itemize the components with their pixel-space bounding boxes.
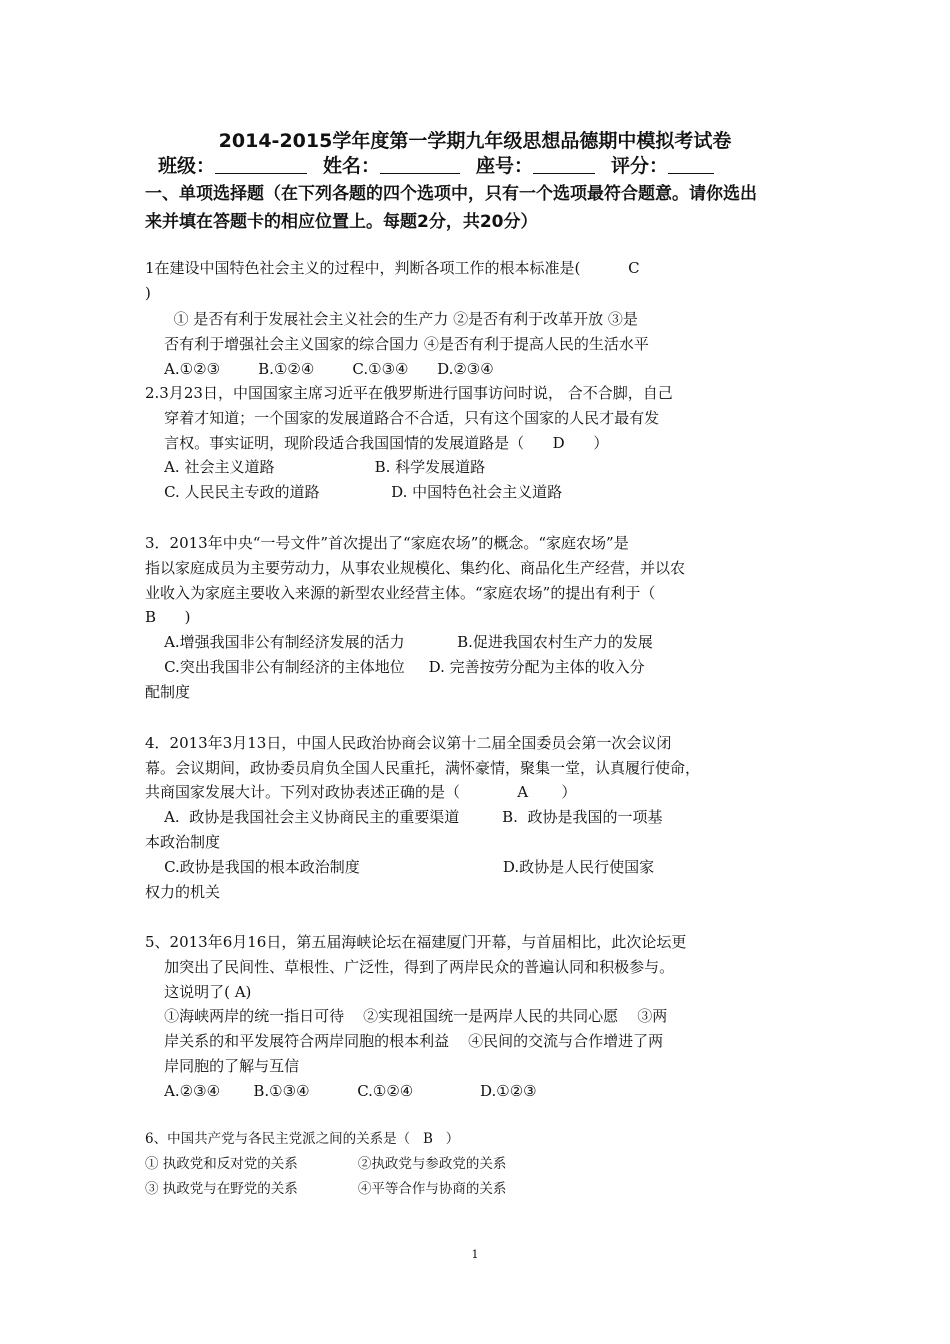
q1-line4: 否有利于增强社会主义国家的综合国力 ④是否有利于提高人民的生活水平 — [145, 335, 649, 353]
q3-line7: 配制度 — [145, 683, 191, 701]
section1-heading-line2: 来并填在答题卡的相应位置上。每题2分，共20分） — [145, 212, 538, 232]
seat-blank — [533, 156, 595, 174]
q4-options-row2: C.政协是我国的根本政治制度 D.政协是人民行使国家 — [145, 858, 655, 876]
q4-line5: 本政治制度 — [145, 833, 221, 851]
q5-line1: 5、2013年6月16日，第五届海峡论坛在福建厦门开幕，与首届相比，此次论坛更 — [145, 933, 687, 951]
q1-line3: ① 是否有利于发展社会主义社会的生产力 ②是否有利于改革开放 ③是 — [145, 310, 638, 328]
q4-line7: 权力的机关 — [145, 883, 221, 901]
q1-options: A.①②③ B.①②④ C.①③④ D.②③④ — [145, 360, 494, 378]
q3-line3: 业收入为家庭主要收入来源的新型农业经营主体。“家庭农场”的提出有利于（ — [145, 584, 656, 602]
q4-line2: 幕。会议期间，政协委员肩负全国人民重托，满怀豪情，聚集一堂，认真履行使命， — [145, 759, 701, 777]
q3-line1: 3．2013年中央“一号文件”首次提出了“家庭农场”的概念。“家庭农场”是 — [145, 534, 629, 552]
exam-title: 2014-2015学年度第一学期九年级思想品德期中模拟考试卷 — [218, 130, 732, 152]
score-label: 评分： — [611, 155, 669, 177]
q5-line6: 岸同胞的了解与互信 — [145, 1057, 300, 1075]
q3-line4: B ) — [145, 608, 191, 626]
q6-options-row2: ③ 执政党与在野党的关系 ④平等合作与协商的关系 — [145, 1181, 507, 1197]
q4-line3: 共商国家发展大计。下列对政协表述正确的是（ A ） — [145, 783, 577, 801]
q2-options-row1: A. 社会主义道路 B. 科学发展道路 — [145, 458, 486, 476]
q6-line1: 6、中国共产党与各民主党派之间的关系是（ B ） — [145, 1131, 460, 1147]
class-label: 班级： — [158, 155, 216, 177]
student-info-row — [158, 151, 714, 178]
q3-line2: 指以家庭成员为主要劳动力，从事农业规模化、集约化、商品化生产经营，并以农 — [145, 559, 686, 577]
name-blank — [380, 156, 460, 174]
q1-line2: ) — [145, 284, 151, 302]
q5-line5: 岸关系的和平发展符合两岸同胞的根本利益 ④民间的交流与合作增进了两 — [145, 1032, 664, 1050]
q2-line3: 言权。事实证明，现阶段适合我国国情的发展道路是（ D ） — [145, 434, 609, 452]
q5-line4: ①海峡两岸的统一指日可待 ②实现祖国统一是两岸人民的共同心愿 ③两 — [145, 1007, 668, 1025]
name-label: 姓名： — [323, 155, 381, 177]
q3-options-row2: C.突出我国非公有制经济的主体地位 D. 完善按劳分配为主体的收入分 — [145, 658, 645, 676]
q4-line1: 4．2013年3月13日，中国人民政治协商会议第十二届全国委员会第一次会议闭 — [145, 734, 672, 752]
seat-label: 座号： — [476, 155, 534, 177]
q5-options: A.②③④ B.①③④ C.①②④ D.①②③ — [145, 1082, 537, 1100]
q3-options-row1: A.增强我国非公有制经济发展的活力 B.促进我国农村生产力的发展 — [145, 633, 653, 651]
q1-line1: 1在建设中国特色社会主义的过程中，判断各项工作的根本标准是( C — [145, 259, 640, 277]
section1-heading-line1: 一、单项选择题（在下列各题的四个选项中，只有一个选项最符合题意。请你选出 — [145, 184, 757, 204]
q5-line3: 这说明了( A) — [145, 983, 252, 1001]
q4-options-row1: A. 政协是我国社会主义协商民主的重要渠道 B. 政协是我国的一项基 — [145, 808, 663, 826]
q5-line2: 加突出了民间性、草根性、广泛性，得到了两岸民众的普遍认同和积极参与。 — [145, 958, 675, 976]
score-blank — [668, 156, 714, 174]
q2-line1: 2.3月23日，中国国家主席习近平在俄罗斯进行国事访问时说， 合不合脚，自己 — [145, 384, 673, 402]
q2-options-row2: C. 人民民主专政的道路 D. 中国特色社会主义道路 — [145, 483, 563, 501]
section1-heading — [145, 180, 813, 236]
page-number: 1 — [471, 1248, 479, 1261]
class-blank — [215, 156, 307, 174]
q2-line2: 穿着才知道；一个国家的发展道路合不合适，只有这个国家的人民才最有发 — [145, 409, 660, 427]
q6-options-row1: ① 执政党和反对党的关系 ②执政党与参政党的关系 — [145, 1156, 507, 1172]
